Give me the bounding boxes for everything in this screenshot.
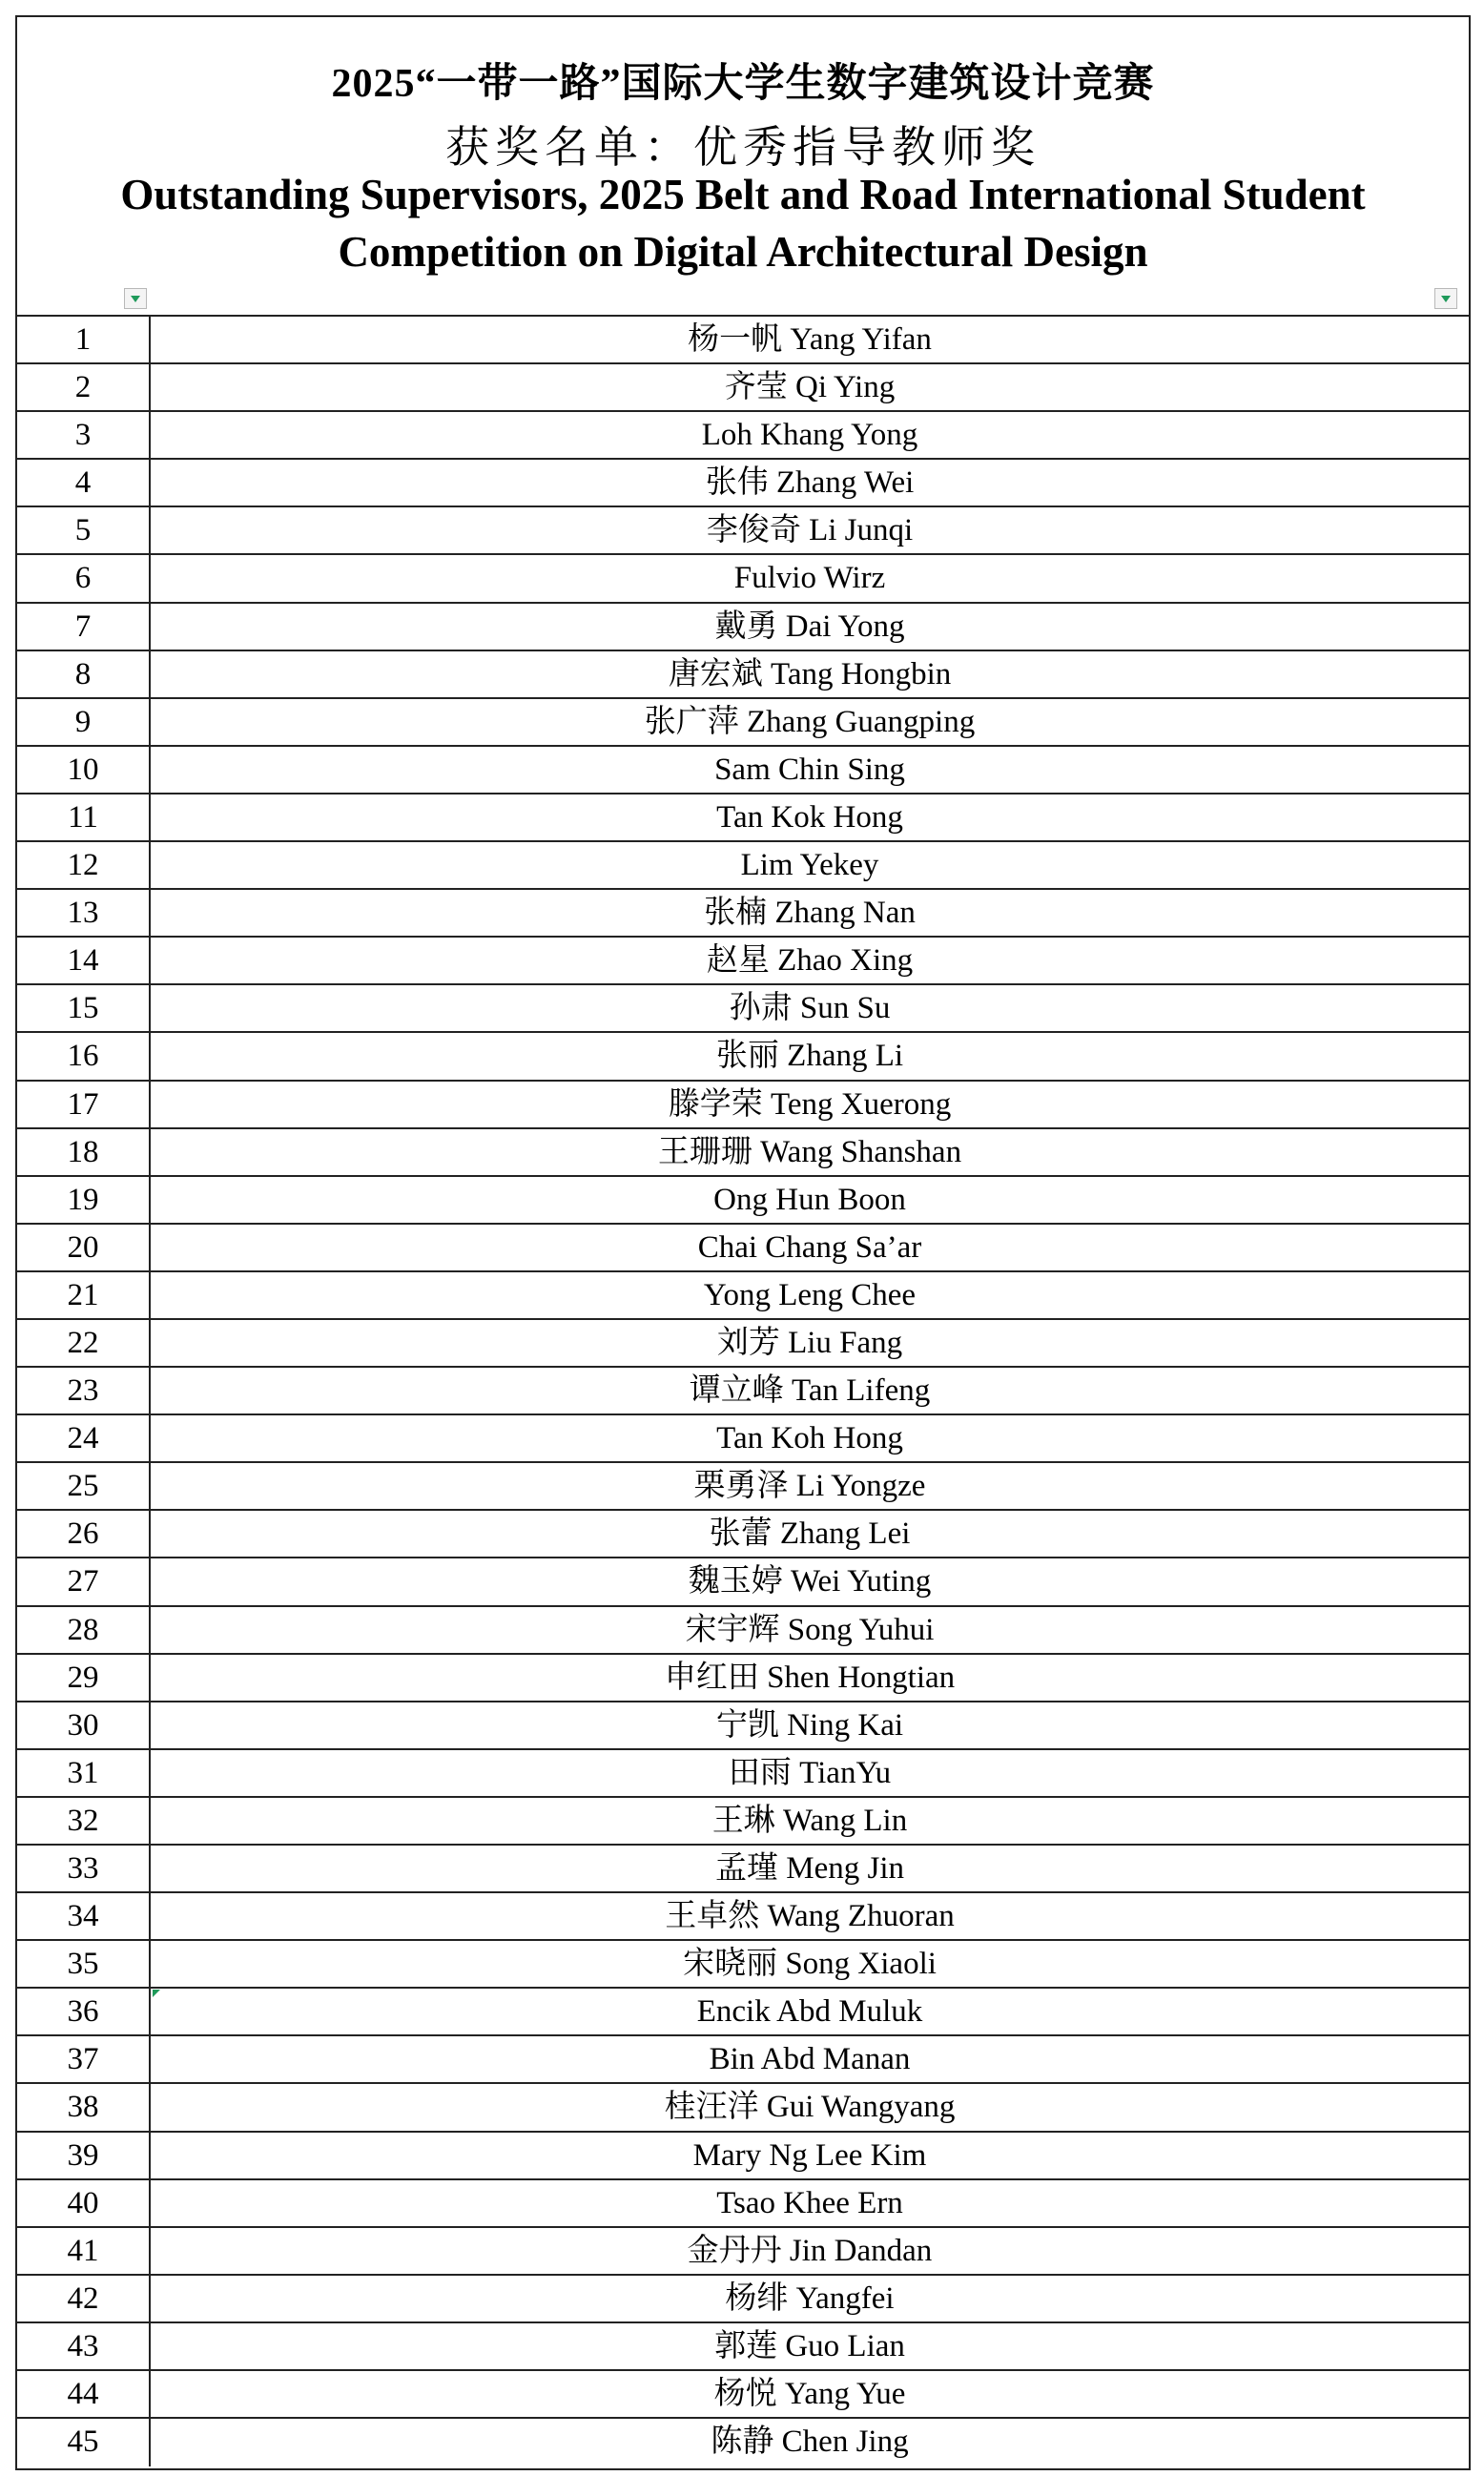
row-number-cell[interactable]: 10: [17, 747, 151, 793]
table-row: [17, 2084, 1469, 2132]
row-number-cell[interactable]: 31: [17, 1750, 151, 1796]
table-row: [17, 1655, 1469, 1702]
supervisor-name-cell[interactable]: 陈静 Chen Jing: [711, 2424, 909, 2460]
row-number-cell[interactable]: 38: [17, 2084, 151, 2130]
row-number-cell[interactable]: 29: [17, 1655, 151, 1701]
table-row: [17, 1607, 1469, 1655]
supervisor-name-cell[interactable]: 杨一帆 Yang Yifan: [688, 322, 932, 357]
table-row: [17, 1846, 1469, 1893]
row-number-cell[interactable]: 11: [17, 794, 151, 840]
supervisor-name-cell[interactable]: 谭立峰 Tan Lifeng: [689, 1373, 931, 1409]
row-number-cell[interactable]: 21: [17, 1272, 151, 1318]
table-row: [17, 1798, 1469, 1846]
table-row: [17, 1082, 1469, 1129]
spreadsheet-sheet: [15, 15, 1471, 2470]
table-row: [17, 890, 1469, 938]
supervisor-name-cell[interactable]: Chai Chang Sa’ar: [697, 1229, 922, 1265]
filter-dropdown-number-column[interactable]: [124, 288, 147, 309]
supervisor-name-cell[interactable]: 张蕾 Zhang Lei: [709, 1517, 911, 1552]
row-number-cell[interactable]: 41: [17, 2228, 151, 2274]
supervisor-name-cell[interactable]: Tan Koh Hong: [716, 1421, 903, 1456]
table-row: [17, 317, 1469, 364]
row-number-cell[interactable]: 1: [17, 317, 151, 362]
table-row: [17, 2133, 1469, 2180]
supervisor-name-cell[interactable]: 申红田 Shen Hongtian: [664, 1660, 956, 1695]
table-row: [17, 1177, 1469, 1225]
supervisor-name-cell[interactable]: Tan Kok Hong: [716, 799, 903, 835]
supervisor-name-cell[interactable]: 郭莲 Guo Lian: [714, 2328, 905, 2363]
row-number-cell[interactable]: 15: [17, 985, 151, 1031]
table-row: [17, 2276, 1469, 2323]
supervisor-name-cell[interactable]: 王卓然 Wang Zhuoran: [665, 1899, 955, 1934]
row-number-cell[interactable]: 7: [17, 604, 151, 650]
table-row: [17, 1415, 1469, 1463]
supervisor-name-cell[interactable]: 赵星 Zhao Xing: [706, 943, 914, 979]
row-number-cell[interactable]: 25: [17, 1463, 151, 1509]
table-row: [17, 985, 1469, 1033]
row-number-cell[interactable]: 34: [17, 1893, 151, 1939]
supervisor-name-cell[interactable]: Mary Ng Lee Kim: [692, 2137, 927, 2173]
supervisor-name-cell[interactable]: Encik Abd Muluk: [696, 1994, 923, 2030]
row-number-cell[interactable]: 9: [17, 699, 151, 745]
supervisor-name-cell[interactable]: Tsao Khee Ern: [716, 2185, 903, 2220]
table-row: [17, 1225, 1469, 1272]
table-row: [17, 1893, 1469, 1941]
row-number-cell[interactable]: 19: [17, 1177, 151, 1223]
row-number-cell[interactable]: 22: [17, 1320, 151, 1366]
supervisor-name-cell[interactable]: 金丹丹 Jin Dandan: [687, 2233, 933, 2268]
supervisor-name-cell[interactable]: Ong Hun Boon: [713, 1182, 906, 1217]
subtitle-chinese: 获奖名单：优秀指导教师奖: [445, 123, 1041, 172]
filter-dropdown-name-column[interactable]: [1434, 288, 1457, 309]
table-row: [17, 842, 1469, 890]
supervisor-name-cell[interactable]: 王琳 Wang Lin: [711, 1803, 908, 1838]
table-row: [17, 1463, 1469, 1511]
title-english-line2: Competition on Digital Architectural Design: [338, 228, 1148, 276]
table-row: [17, 1272, 1469, 1320]
supervisor-name-cell[interactable]: 李俊奇 Li Junqi: [706, 513, 914, 548]
table-row: [17, 747, 1469, 794]
table-row: [17, 1033, 1469, 1081]
supervisor-name-cell[interactable]: Fulvio Wirz: [733, 561, 886, 596]
table-row: [17, 2323, 1469, 2371]
table-row: [17, 1320, 1469, 1368]
table-row: [17, 1558, 1469, 1606]
table-row: [17, 938, 1469, 985]
row-number-cell[interactable]: 23: [17, 1368, 151, 1413]
supervisor-name-cell[interactable]: 王珊珊 Wang Shanshan: [657, 1134, 962, 1169]
row-number-cell[interactable]: 14: [17, 938, 151, 983]
table-row: [17, 460, 1469, 507]
supervisor-name-cell[interactable]: 杨悦 Yang Yue: [713, 2377, 906, 2412]
supervisor-name-cell[interactable]: 张广萍 Zhang Guangping: [644, 704, 976, 739]
supervisor-name-cell[interactable]: 唐宏斌 Tang Hongbin: [668, 656, 952, 691]
supervisor-name-cell[interactable]: 杨绯 Yangfei: [725, 2280, 895, 2316]
row-number-cell[interactable]: 12: [17, 842, 151, 888]
supervisor-name-cell[interactable]: 魏玉婷 Wei Yuting: [688, 1564, 932, 1599]
row-number-cell[interactable]: 26: [17, 1511, 151, 1557]
row-number-cell[interactable]: 43: [17, 2323, 151, 2369]
supervisor-name-cell[interactable]: 孙肃 Sun Su: [729, 991, 891, 1026]
supervisor-name-cell[interactable]: 滕学荣 Teng Xuerong: [668, 1086, 952, 1122]
supervisor-name-cell[interactable]: 田雨 TianYu: [728, 1755, 892, 1790]
row-number-cell[interactable]: 45: [17, 2419, 151, 2466]
supervisor-name-cell[interactable]: Sam Chin Sing: [714, 752, 905, 787]
row-number-cell[interactable]: 4: [17, 460, 151, 506]
row-number-cell[interactable]: 13: [17, 890, 151, 936]
row-number-cell[interactable]: 2: [17, 364, 151, 410]
row-number-cell[interactable]: 18: [17, 1129, 151, 1175]
table-row: [17, 1368, 1469, 1415]
table-row: [17, 1511, 1469, 1558]
row-number-cell[interactable]: 6: [17, 555, 151, 601]
supervisor-name-cell[interactable]: Yong Leng Chee: [703, 1277, 917, 1312]
table-row: [17, 794, 1469, 842]
table-row: [17, 412, 1469, 460]
supervisor-name-cell[interactable]: 孟瑾 Meng Jin: [715, 1851, 904, 1886]
supervisor-name-cell[interactable]: 栗勇泽 Li Yongze: [693, 1469, 926, 1504]
table-row: [17, 1750, 1469, 1798]
title-chinese: 2025“一带一路”国际大学生数字建筑设计竞赛: [331, 62, 1155, 106]
table-row: [17, 2036, 1469, 2084]
row-number-cell[interactable]: 42: [17, 2276, 151, 2321]
table-row: [17, 1941, 1469, 1989]
row-number-cell[interactable]: 36: [17, 1989, 151, 2034]
title-block: [17, 17, 1469, 317]
table-row: [17, 2180, 1469, 2228]
title-english-line1: Outstanding Supervisors, 2025 Belt and Road International Student: [120, 171, 1366, 218]
table-row: [17, 1129, 1469, 1177]
table-row: [17, 555, 1469, 603]
table-row: [17, 699, 1469, 747]
supervisor-name-cell[interactable]: Loh Khang Yong: [701, 418, 918, 453]
table-row: [17, 507, 1469, 555]
row-number-cell[interactable]: 27: [17, 1558, 151, 1604]
row-number-cell[interactable]: 44: [17, 2371, 151, 2417]
row-number-cell[interactable]: 20: [17, 1225, 151, 1270]
supervisor-name-cell[interactable]: Lim Yekey: [740, 848, 879, 883]
row-number-cell[interactable]: 33: [17, 1846, 151, 1891]
row-number-cell[interactable]: 5: [17, 507, 151, 553]
table-row: [17, 2419, 1469, 2466]
table-row: [17, 604, 1469, 651]
supervisor-name-cell[interactable]: 宁凯 Ning Kai: [715, 1707, 904, 1743]
table-row: [17, 364, 1469, 412]
row-number-cell[interactable]: 32: [17, 1798, 151, 1844]
row-number-cell[interactable]: 8: [17, 651, 151, 697]
supervisor-name-cell[interactable]: 张丽 Zhang Li: [715, 1039, 904, 1074]
supervisor-name-cell[interactable]: 戴勇 Dai Yong: [714, 609, 905, 644]
row-number-cell[interactable]: 16: [17, 1033, 151, 1079]
table-row: [17, 1989, 1469, 2036]
table-row: [17, 2228, 1469, 2276]
row-number-cell[interactable]: 30: [17, 1702, 151, 1748]
row-number-cell[interactable]: 35: [17, 1941, 151, 1987]
table-row: [17, 651, 1469, 699]
supervisor-name-cell[interactable]: 宋晓丽 Song Xiaoli: [683, 1947, 937, 1982]
row-number-cell[interactable]: 40: [17, 2180, 151, 2226]
row-number-cell[interactable]: 28: [17, 1607, 151, 1653]
supervisor-name-cell[interactable]: Bin Abd Manan: [709, 2042, 911, 2077]
row-number-cell[interactable]: 37: [17, 2036, 151, 2082]
row-number-cell[interactable]: 17: [17, 1082, 151, 1127]
supervisor-name-cell[interactable]: 齐莹 Qi Ying: [724, 370, 896, 405]
table-row: [17, 2371, 1469, 2419]
table-row: [17, 1702, 1469, 1750]
supervisor-name-cell[interactable]: 张伟 Zhang Wei: [705, 465, 915, 501]
supervisor-name-cell[interactable]: 桂汪洋 Gui Wangyang: [664, 2090, 956, 2125]
row-number-cell[interactable]: 24: [17, 1415, 151, 1461]
row-number-cell[interactable]: 39: [17, 2133, 151, 2178]
supervisor-name-cell[interactable]: 张楠 Zhang Nan: [704, 896, 916, 931]
supervisor-name-cell[interactable]: 宋宇辉 Song Yuhui: [685, 1612, 935, 1647]
supervisor-list: [17, 317, 1469, 2466]
row-number-cell[interactable]: 3: [17, 412, 151, 458]
cell-comment-indicator: [153, 1990, 160, 1997]
supervisor-name-cell[interactable]: 刘芳 Liu Fang: [716, 1325, 903, 1360]
